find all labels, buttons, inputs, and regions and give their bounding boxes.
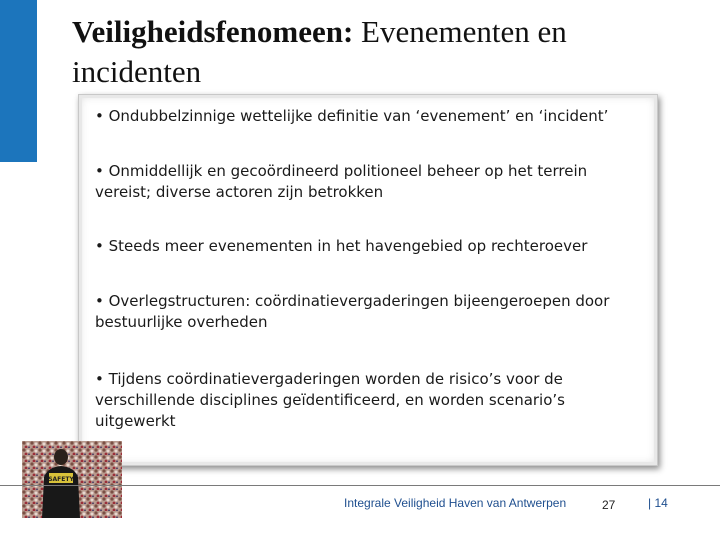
bullet-1: • Ondubbelzinnige wettelijke definitie van ‘evenement’ en ‘incident’	[95, 107, 609, 125]
bullet-2: • Onmiddellijk en gecoördineerd politioneel beheer op het terrein vereist; diverse actoren zijn betrokken	[95, 162, 588, 201]
footer-divider	[0, 485, 720, 486]
bullet-5: • Tijdens coördinatievergaderingen worden de risico’s voor de verschillende disciplines geïdentificeerd, en worden scenario’s uitgewerkt	[95, 370, 565, 430]
accent-bar	[0, 0, 37, 162]
slide-title	[72, 12, 672, 92]
bullet-3: • Steeds meer evenementen in het havengebied op rechteroever	[95, 237, 588, 255]
vest-text: SAFETY	[48, 476, 74, 483]
content-box	[78, 94, 658, 466]
footer-page-number: | 14	[648, 496, 668, 510]
slide-title-bold: Veiligheidsfenomeen:	[72, 14, 354, 49]
guard-head	[54, 449, 68, 465]
footer-number: 27	[602, 498, 616, 512]
crowd-safety-photo	[22, 441, 122, 518]
footer-organization: Integrale Veiligheid Haven van Antwerpen	[344, 496, 567, 510]
slide-title-rest: Evenementen en incidenten	[72, 14, 567, 89]
bullet-4: • Overlegstructuren: coördinatievergaderingen bijeengeroepen door bestuurlijke overheden	[95, 292, 610, 331]
